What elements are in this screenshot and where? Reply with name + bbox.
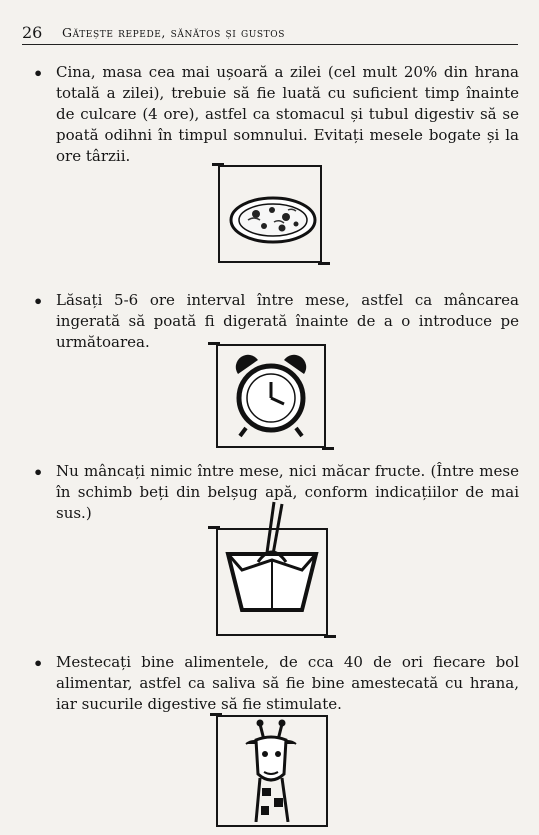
giraffe-icon bbox=[236, 718, 310, 822]
page-header bbox=[22, 22, 518, 45]
paragraph-no-snacking: Nu mâncați nimic între mese, nici măcar fructe. (Între mese în schimb beți din belșug apă, conform indicațiilor de mai sus.) bbox=[56, 462, 519, 522]
frame-corner-mark bbox=[212, 163, 224, 166]
frame-corner-mark bbox=[318, 262, 330, 265]
page-number: 26 bbox=[22, 23, 43, 42]
takeout-box-icon bbox=[222, 498, 322, 618]
paragraph-chewing: Mestecați bine alimentele, de cca 40 de ori fiecare bol alimentar, astfel ca saliva să fie bine amestecată cu hrana, iar sucurile digestive să fie stimulate. bbox=[56, 653, 519, 713]
frame-corner-mark bbox=[324, 635, 336, 638]
alarm-clock-icon bbox=[232, 352, 310, 438]
frame-corner-mark bbox=[322, 447, 334, 450]
paragraph-dinner: Cina, masa cea mai ușoară a zilei (cel mult 20% din hrana totală a zilei), trebuie să fie luată cu suficient timp înainte de culcare (4 ore), astfel ca stomacul și tubul digestiv să se poată odihni în timpul somnului. Evitați mesele bogate și la ore târzii. bbox=[56, 63, 519, 165]
bullet-marker: • bbox=[33, 64, 44, 83]
bullet-marker: • bbox=[33, 654, 44, 673]
pizza-icon bbox=[226, 190, 320, 250]
running-title: Gătește repede, sănătos și gustos bbox=[62, 25, 286, 40]
frame-corner-mark bbox=[210, 713, 222, 716]
frame-corner-mark bbox=[208, 342, 220, 345]
bullet-marker: • bbox=[33, 292, 44, 311]
frame-corner-mark bbox=[208, 526, 220, 529]
paragraph-meal-interval: Lăsați 5-6 ore interval între mese, astfel ca mâncarea ingerată să poată fi digerată înainte de a o introduce pe următoarea. bbox=[56, 291, 519, 351]
bullet-marker: • bbox=[33, 463, 44, 482]
